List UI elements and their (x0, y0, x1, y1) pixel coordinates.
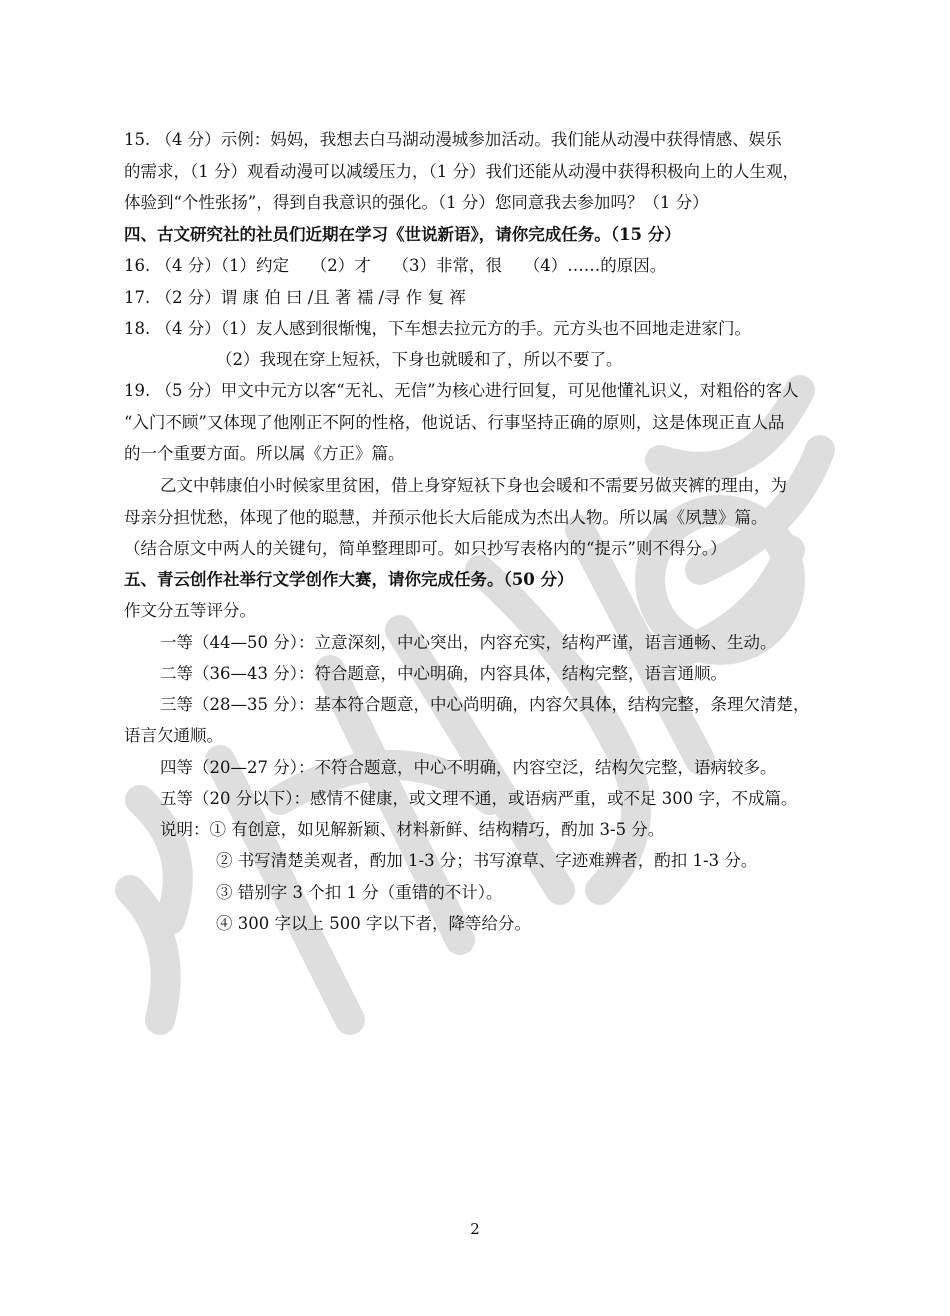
answer-18-line-2: （2）我现在穿上短袄，下身也就暖和了，所以不要了。 (216, 350, 623, 369)
answer-19-line-1: 19. （5 分）甲文中元方以客“无礼、无信”为核心进行回复，可见他懂礼识义，对粗俗的客人 (124, 381, 799, 400)
answer-17: 17. （2 分）谓 康 伯 曰 /且 著 襦 /寻 作 复 裈 (124, 288, 466, 307)
answer-15-line-1: 15. （4 分）示例：妈妈，我想去白马湖动漫城参加活动。我们能从动漫中获得情感、娱乐 (124, 130, 782, 149)
note-2: ② 书写清楚美观者，酌加 1-3 分；书写潦草、字迹难辨者，酌扣 1-3 分。 (216, 851, 758, 870)
answer-15-line-3: 体验到“个性张扬”，得到自我意识的强化。（1 分）您同意我去参加吗？（1 分） (124, 193, 709, 212)
answer-18-line-1: 18. （4 分）（1）友人感到很惭愧，下车想去拉元方的手。元方头也不回地走进家门。 (124, 319, 751, 338)
answer-19-line-4: 乙文中韩康伯小时候家里贫困，借上身穿短袄下身也会暖和不需要另做夹裤的理由，为 (160, 476, 787, 495)
grade-3-line-2: 语言欠通顺。 (124, 726, 223, 745)
answer-19-line-5: 母亲分担忧愁，体现了他的聪慧，并预示他长大后能成为杰出人物。所以属《夙慧》篇。 (124, 508, 768, 527)
answer-19-note: （结合原文中两人的关键句，简单整理即可。如只抄写表格内的“提示”则不得分。） (124, 539, 727, 558)
answer-19-line-3: 的一个重要方面。所以属《方正》篇。 (124, 444, 405, 463)
note-4: ④ 300 字以上 500 字以下者，降等给分。 (216, 914, 531, 933)
answer-19-line-2: “入门不顾”又体现了他刚正不阿的性格，他说话、行事坚持正确的原则，这是体现正直人品 (124, 413, 785, 432)
note-1: 说明：① 有创意，如见解新颖、材料新鲜、结构精巧，酌加 3-5 分。 (160, 820, 665, 839)
essay-grading-intro: 作文分五等评分。 (124, 601, 256, 620)
note-3: ③ 错别字 3 个扣 1 分（重错的不计）。 (216, 883, 503, 902)
watermark-logo (100, 330, 860, 1050)
grade-4: 四等（20—27 分）：不符合题意，中心不明确，内容空泛，结构欠完整，语病较多。 (160, 758, 777, 777)
answer-15-line-2: 的需求，（1 分）观看动漫可以减缓压力，（1 分）我们还能从动漫中获得积极向上的人生观， (124, 162, 799, 181)
grade-3-line-1: 三等（28—35 分）：基本符合题意，中心尚明确，内容欠具体，结构完整，条理欠清楚， (160, 695, 810, 714)
grade-2: 二等（36—43 分）：符合题意，中心明确，内容具体，结构完整，语言通顺。 (160, 664, 727, 683)
grade-5: 五等（20 分以下）：感情不健康，或文理不通，或语病严重，或不足 300 字，不成篇。 (160, 789, 798, 808)
page-number: 2 (470, 1220, 480, 1238)
grade-1: 一等（44—50 分）：立意深刻，中心突出，内容充实，结构严谨，语言通畅、生动。 (160, 633, 777, 652)
section-4-heading: 四、古文研究社的社员们近期在学习《世说新语》，请你完成任务。（15 分） (124, 225, 681, 244)
section-5-heading: 五、青云创作社举行文学创作大赛，请你完成任务。（50 分） (124, 570, 574, 589)
answer-16: 16. （4 分）（1）约定 （2）才 （3）非常，很 （4）……的原因。 (124, 256, 667, 275)
